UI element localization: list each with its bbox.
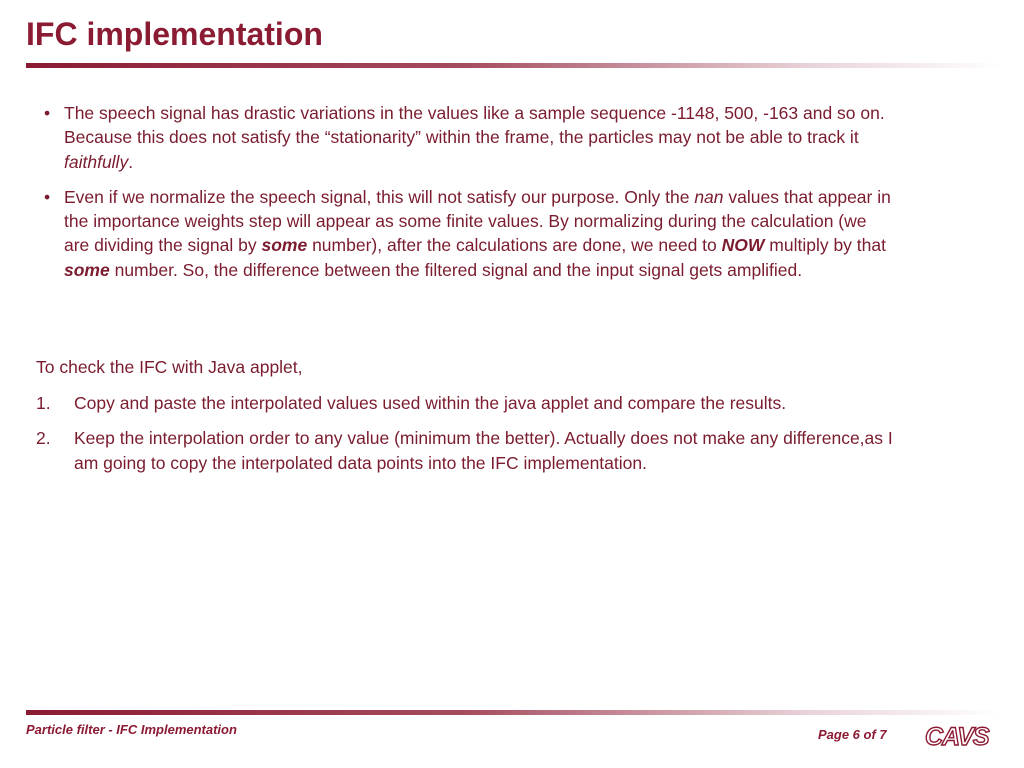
footer-divider [26, 710, 1000, 715]
bullet-marker: • [44, 186, 51, 207]
title-divider [26, 63, 1000, 68]
item-number: 2. [36, 428, 51, 449]
bullet-item [44, 185, 894, 282]
slide-title: IFC implementation [26, 16, 323, 52]
bullet-text: number. So, the difference between the filtered signal and the input signal gets amplified. [109, 259, 803, 280]
strong-emphasis-text: some [64, 259, 110, 280]
intro-text: To check the IFC with Java applet, [36, 357, 303, 377]
svg-text:CAVS: CAVS [925, 723, 989, 751]
emphasis-text: faithfully [64, 151, 129, 172]
emphasis-text: nan [694, 186, 724, 207]
numbered-list [36, 391, 896, 486]
bullet-text: The speech signal has drastic variations in the values like a sample sequence -1148, 500, -163 and so on. Because this does not satisfy the “stationarity” within the frame, the particles may not be able to track it [64, 103, 885, 148]
bullet-list [44, 101, 894, 293]
cavs-logo [922, 719, 1000, 751]
item-number: 1. [36, 393, 51, 413]
bullet-item [44, 101, 894, 174]
bullet-marker: • [44, 103, 51, 123]
page-number: Page 6 of 7 [818, 727, 887, 742]
footer-title: Particle filter - IFC Implementation [26, 722, 237, 737]
item-text: Keep the interpolation order to any value (minimum the better). Actually does not make any difference,as I am going to copy the interpolated data points into the IFC implementation. [74, 428, 893, 473]
bullet-text: Even if we normalize the speech signal, this will not satisfy our purpose. Only the [64, 186, 695, 207]
item-text: Copy and paste the interpolated values used within the java applet and compare the results. [74, 393, 787, 413]
numbered-item [36, 391, 896, 415]
bullet-text: multiply by that [764, 235, 886, 256]
numbered-item [36, 426, 896, 475]
bullet-text: . [128, 151, 134, 172]
bullet-text: values that appear in the importance weights step will appear as some finite values. By normalizing during the calculation (we are dividing the signal by [64, 186, 891, 256]
strong-emphasis-text: NOW [721, 235, 765, 256]
strong-emphasis-text: some [261, 235, 308, 256]
bullet-text: number), after the calculations are done, we need to [307, 235, 722, 256]
